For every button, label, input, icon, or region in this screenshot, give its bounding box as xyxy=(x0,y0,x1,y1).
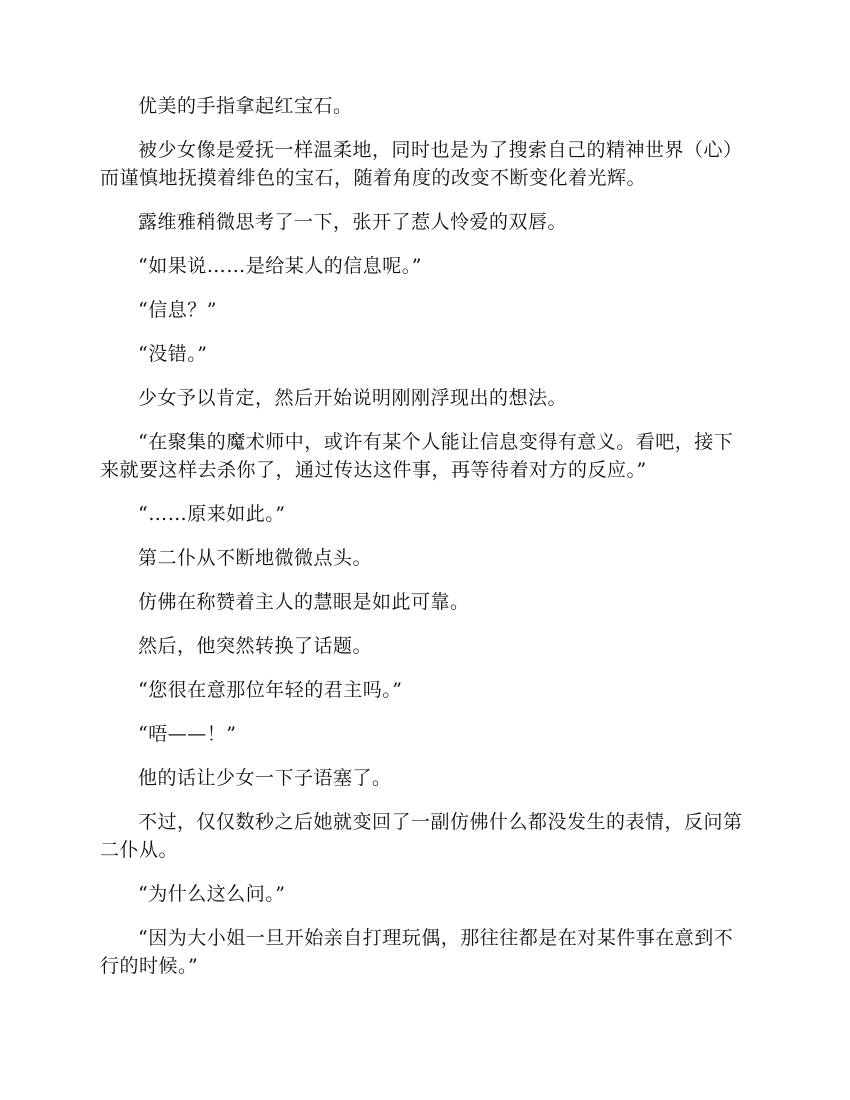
paragraph: 然后，他突然转换了话题。 xyxy=(138,635,373,657)
paragraph: 少女予以肯定，然后开始说明刚刚浮现出的想法。 xyxy=(138,387,568,409)
paragraph: “……原来如此。” xyxy=(138,503,286,525)
paragraph: 不过，仅仅数秒之后她就变回了一副仿佛什么都没发生的表情，反问第二仆从。 xyxy=(100,811,743,861)
paragraph: 第二仆从不断地微微点头。 xyxy=(138,547,373,569)
paragraph: “为什么这么问。” xyxy=(138,883,286,905)
paragraph: “唔——！” xyxy=(138,723,237,745)
paragraph: “没错。” xyxy=(138,343,208,365)
paragraph: 被少女像是爱抚一样温柔地，同时也是为了搜索自己的精神世界（心）而谨慎地抚摸着绯色的宝石，随着角度的改变不断变化着光辉。 xyxy=(100,139,743,189)
paragraph: “您很在意那位年轻的君主吗。” xyxy=(138,679,403,701)
paragraph: 优美的手指拿起红宝石。 xyxy=(138,95,353,117)
paragraph: 他的话让少女一下子语塞了。 xyxy=(138,767,392,789)
paragraph: “在聚集的魔术师中，或许有某个人能让信息变得有意义。看吧，接下来就要这样去杀你了，通过传达这件事，再等待着对方的反应。” xyxy=(100,431,734,481)
paragraph: “如果说……是给某人的信息呢。” xyxy=(138,255,422,277)
paragraph: 仿佛在称赞着主人的慧眼是如此可靠。 xyxy=(138,591,470,613)
paragraph: “信息？” xyxy=(138,299,217,321)
paragraph: 露维雅稍微思考了一下，张开了惹人怜爱的双唇。 xyxy=(138,211,568,233)
paragraph: “因为大小姐一旦开始亲自打理玩偶，那往往都是在对某件事在意到不行的时候。” xyxy=(100,927,734,977)
document-page xyxy=(100,92,750,996)
